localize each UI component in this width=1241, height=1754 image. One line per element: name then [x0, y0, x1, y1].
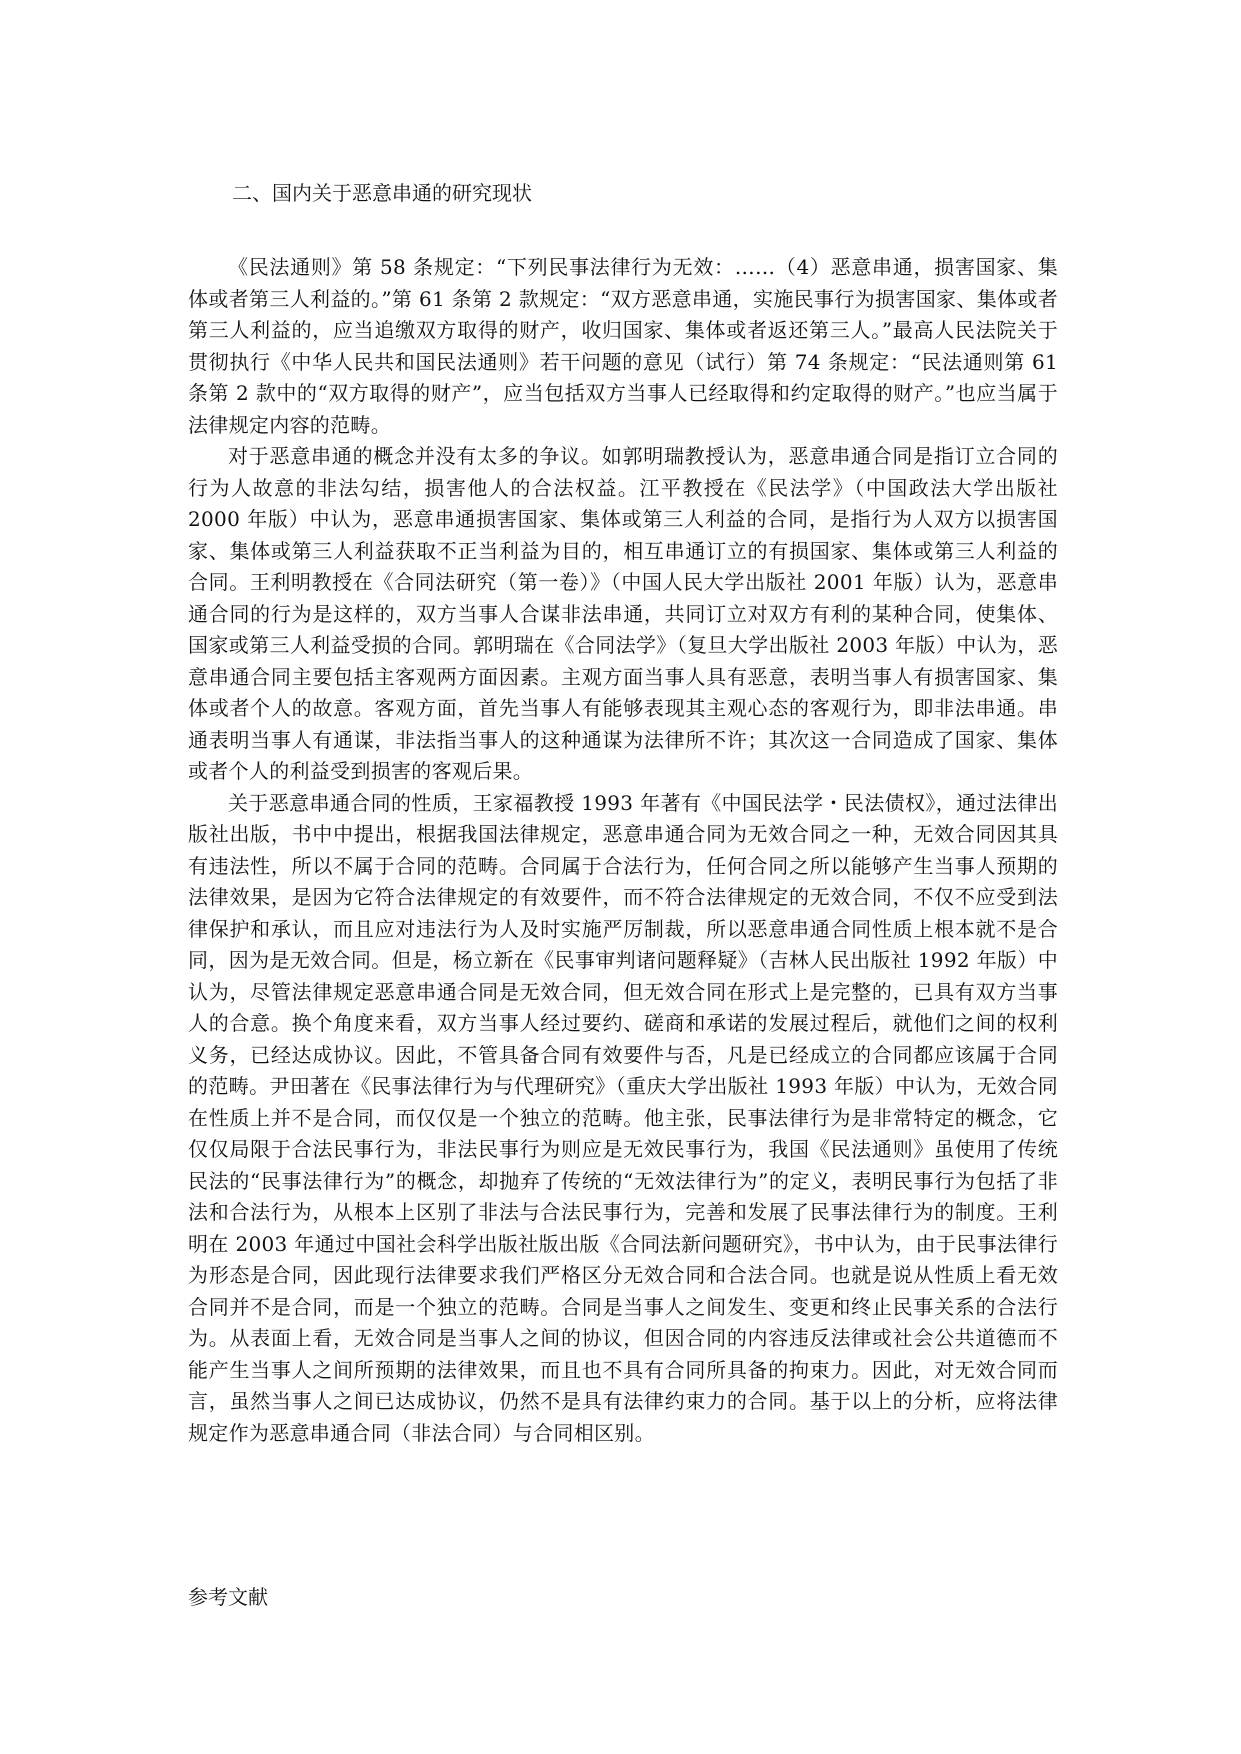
paragraph-legal-provisions: 《民法通则》第 58 条规定：“下列民事法律行为无效：……（4）恶意串通，损害国家、集体或者第三人利益的。”第 61 条第 2 款规定：“双方恶意串通，实施民事行为损害国家、集体或者第三人利益的，应当追缴双方取得的财产，收归国家、集体或者返还第三人。”最高人民法院关于贯彻执行《中华人民共和国民法通则》若干问题的意见（试行）第 74 条规定：“民法通则第 61 条第 2 款中的“双方取得的财产”，应当包括双方当事人已经取得和约定取得的财产。”也应当属于法律规定内容的范畴。: [188, 255, 1058, 437]
document-body: [188, 178, 1058, 1449]
section-heading: 二、国内关于恶意串通的研究现状: [232, 181, 532, 205]
references-heading: 参考文献: [188, 1585, 268, 1609]
paragraph-concept: 对于恶意串通的概念并没有太多的争议。如郭明瑞教授认为，恶意串通合同是指订立合同的行为人故意的非法勾结，损害他人的合法权益。江平教授在《民法学》（中国政法大学出版社 2000 年版）中认为，恶意串通损害国家、集体或第三人利益的合同，是指行为人双方以损害国家、集体或第三人利益获取不正当利益为目的，相互串通订立的有损国家、集体或第三人利益的合同。王利明教授在《合同法研究（第一卷）》（中国人民大学出版社 2001 年版）认为，恶意串通合同的行为是这样的，双方当事人合谋非法串通，共同订立对双方有利的某种合同，使集体、国家或第三人利益受损的合同。郭明瑞在《合同法学》（复旦大学出版社 2003 年版）中认为，恶意串通合同主要包括主客观两方面因素。主观方面当事人具有恶意，表明当事人有损害国家、集体或者个人的故意。客观方面，首先当事人有能够表现其主观心态的客观行为，即非法串通。串通表明当事人有通谋，非法指当事人的这种通谋为法律所不许；其次这一合同造成了国家、集体或者个人的利益受到损害的客观后果。: [188, 444, 1058, 783]
paragraph-nature: 关于恶意串通合同的性质，王家福教授 1993 年著有《中国民法学・民法债权》，通过法律出版社出版，书中中提出，根据我国法律规定，恶意串通合同为无效合同之一种，无效合同因其具有违法性，所以不属于合同的范畴。合同属于合法行为，任何合同之所以能够产生当事人预期的法律效果，是因为它符合法律规定的有效要件，而不符合法律规定的无效合同，不仅不应受到法律保护和承认，而且应对违法行为人及时实施严厉制裁，所以恶意串通合同性质上根本就不是合同，因为是无效合同。但是，杨立新在《民事审判诸问题释疑》（吉林人民出版社 1992 年版）中认为，尽管法律规定恶意串通合同是无效合同，但无效合同在形式上是完整的，已具有双方当事人的合意。换个角度来看，双方当事人经过要约、磋商和承诺的发展过程后，就他们之间的权利义务，已经达成协议。因此，不管具备合同有效要件与否，凡是已经成立的合同都应该属于合同的范畴。尹田著在《民事法律行为与代理研究》（重庆大学出版社 1993 年版）中认为，无效合同在性质上并不是合同，而仅仅是一个独立的范畴。他主张，民事法律行为是非常特定的概念，它仅仅局限于合法民事行为，非法民事行为则应是无效民事行为，我国《民法通则》虽使用了传统民法的“民事法律行为”的概念，却抛弃了传统的“无效法律行为”的定义，表明民事行为包括了非法和合法行为，从根本上区别了非法与合法民事行为，完善和发展了民事法律行为的制度。王利明在 2003 年通过中国社会科学出版社版出版《合同法新问题研究》，书中认为，由于民事法律行为形态是合同，因此现行法律要求我们严格区分无效合同和合法合同。也就是说从性质上看无效合同并不是合同，而是一个独立的范畴。合同是当事人之间发生、变更和终止民事关系的合法行为。从表面上看，无效合同是当事人之间的协议，但因合同的内容违反法律或社会公共道德而不能产生当事人之间所预期的法律效果，而且也不具有合同所具备的拘束力。因此，对无效合同而言，虽然当事人之间已达成协议，仍然不是具有法律约束力的合同。基于以上的分析，应将法律规定作为恶意串通合同（非法合同）与合同相区别。: [188, 790, 1058, 1445]
